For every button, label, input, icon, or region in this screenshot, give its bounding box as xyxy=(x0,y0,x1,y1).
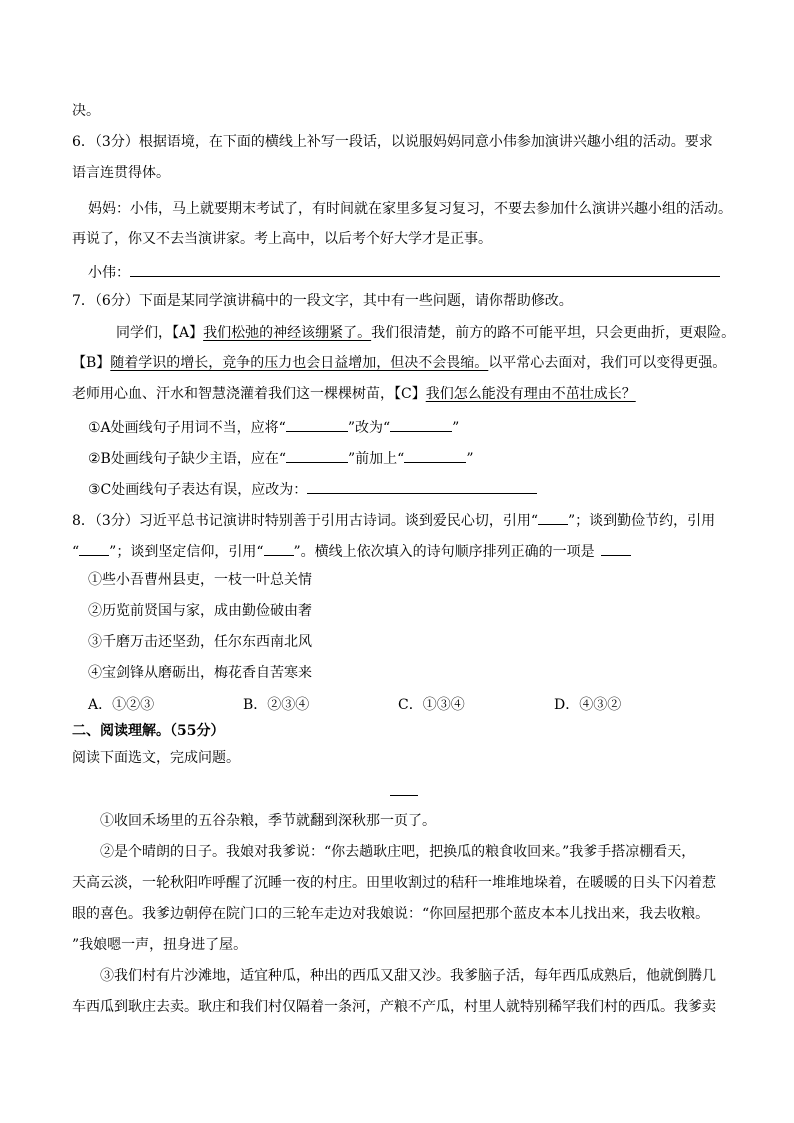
q8-blank1[interactable] xyxy=(538,508,568,525)
q7-stem: 7．（6分）下面是某同学演讲稿中的一段文字，其中有一些问题，请你帮助修改。 xyxy=(72,293,573,309)
q6-stem-line2: 语言连贯得体。 xyxy=(72,165,170,181)
q8-stem-line2 xyxy=(72,539,631,562)
q6-mom-line1: 妈妈：小伟，马上就要期末考试了，有时间就在家里多复习复习，不要去参加什么演讲兴趣小组的活动。 xyxy=(88,201,732,217)
q7-sub2-blank2[interactable] xyxy=(404,446,466,463)
q8-option-c[interactable]: C．①③④ xyxy=(398,697,465,713)
q6-answer-blank[interactable] xyxy=(130,260,720,277)
passage-title-blank[interactable] xyxy=(390,795,418,796)
q8-option-b[interactable]: B．②③④ xyxy=(243,697,310,713)
passage-para-2-line4: ”我娘嗯一声，扭身进了屋。 xyxy=(72,937,248,953)
passage-para-3-line2: 车西瓜到耿庄去卖。耿庄和我们村仅隔着一条河，产粮不产瓜，村里人就特别稀罕我们村的西瓜。我爹卖 xyxy=(72,999,716,1015)
q7-sub2-text-a: ②B处画线句子缺少主语，应在“ xyxy=(88,451,286,467)
q7-sub2-text-c: ” xyxy=(466,451,474,467)
q7-a-tag: 【A】 xyxy=(172,325,204,341)
q8-stem2-a: “ xyxy=(72,544,80,560)
q8-blank2[interactable] xyxy=(79,539,109,556)
q8-stem2-c: ”。横线上依次填入的诗句顺序排列正确的一项是 xyxy=(293,544,595,560)
q8-option-a[interactable]: A．①②③ xyxy=(88,697,155,713)
q7-p2-post: 以平常心去面对，我们可以变得更强。 xyxy=(488,355,727,371)
q7-p1-pre: 同学们， xyxy=(116,325,172,341)
q7-sub2 xyxy=(88,446,474,469)
passage-para-2-line2: 天高云淡，一轮秋阳咋呼醒了沉睡一夜的村庄。田里收割过的秸秆一堆堆地垛着，在暖暖的日头下闪着惹 xyxy=(72,875,716,891)
q6-answer-row xyxy=(88,260,720,283)
q8-item-1: ①些小吾曹州县吏，一枝一叶总关情 xyxy=(88,572,312,588)
passage-para-3-line1: ③我们村有片沙滩地，适宜种瓜，种出的西瓜又甜又沙。我爹脑子活，每年西瓜成熟后，他就倒腾几 xyxy=(100,968,716,984)
q8-item-3: ③千磨万击还坚劲，任尔东西南北风 xyxy=(88,634,312,650)
q8-item-4: ④宝剑锋从磨砺出，梅花香自苦寒来 xyxy=(88,665,312,681)
q7-sub3-text: ③C处画线句子表达有误，应改为： xyxy=(88,482,308,498)
passage-para-2-line1: ②是个晴朗的日子。我娘对我爹说：“你去趟耿庄吧，把换瓜的粮食收回来。”我爹手搭凉棚看天， xyxy=(100,844,696,860)
q7-sub1-text-c: ” xyxy=(452,420,460,436)
q8-option-d[interactable]: D．④③② xyxy=(554,697,622,713)
q7-passage-line3 xyxy=(72,384,636,404)
q7-b-tag: 【B】 xyxy=(72,355,111,371)
q7-sub1-text-a: ①A处画线句子用词不当，应将“ xyxy=(88,420,286,436)
q7-c-underlined: 我们怎么能没有理由不茁壮成长？ xyxy=(425,386,636,402)
q7-sub1-text-b: ”改为“ xyxy=(347,420,391,436)
q7-passage-line1 xyxy=(116,323,735,343)
q8-stem1-b: ”；谈到勤俭节约，引用 xyxy=(567,513,716,529)
q7-sub1 xyxy=(88,415,459,438)
q6-stem-line1: 6．（3分）根据语境，在下面的横线上补写一段话，以说服妈妈同意小伟参加演讲兴趣小组的活动。要求 xyxy=(72,134,713,150)
q8-blank3[interactable] xyxy=(264,539,294,556)
q7-sub1-blank1[interactable] xyxy=(286,415,348,432)
q7-sub3-blank[interactable] xyxy=(307,477,537,494)
section2-intro: 阅读下面选文，完成问题。 xyxy=(72,750,240,766)
section2-title: 二、阅读理解。（55分） xyxy=(72,723,225,739)
q8-item-2: ②历览前贤国与家，成由勤俭破由奢 xyxy=(88,603,312,619)
q7-c-tag: 【C】 xyxy=(394,386,426,402)
q7-p1-post: 我们很清楚，前方的路不可能平坦，只会更曲折，更艰险。 xyxy=(371,325,736,341)
q7-b-underlined: 随着学识的增长，竞争的压力也会日益增加，但决不会畏缩。 xyxy=(110,355,489,371)
q7-passage-line2 xyxy=(72,353,726,373)
q7-a-underlined: 我们松弛的神经该绷紧了。 xyxy=(203,325,372,341)
continuation-text: 决。 xyxy=(72,103,100,119)
q6-answer-label: 小伟： xyxy=(88,265,130,281)
q8-stem2-b: ”；谈到坚定信仰，引用“ xyxy=(109,544,264,560)
q7-p3-pre: 老师用心血、汗水和智慧浇灌着我们这一棵棵树苗， xyxy=(72,386,394,402)
passage-para-1: ①收回禾场里的五谷杂粮，季节就翻到深秋那一页了。 xyxy=(100,813,436,829)
passage-para-2-line3: 眼的喜色。我爹边朝停在院门口的三轮车走边对我娘说：“你回屋把那个蓝皮本本儿找出来，我去收粮。 xyxy=(72,906,710,922)
q7-sub2-blank1[interactable] xyxy=(286,446,348,463)
q6-mom-line2: 再说了，你又不去当演讲家。考上高中，以后考个好大学才是正事。 xyxy=(72,231,492,247)
q8-stem1-a: 8．（3分）习近平总书记演讲时特别善于引用古诗词。谈到爱民心切，引用“ xyxy=(72,513,538,529)
q8-answer-blank[interactable] xyxy=(601,539,631,556)
q8-stem-line1 xyxy=(72,508,715,531)
q7-sub2-text-b: ”前加上“ xyxy=(348,451,405,467)
q7-sub3 xyxy=(88,477,537,500)
q7-sub1-blank2[interactable] xyxy=(390,415,452,432)
